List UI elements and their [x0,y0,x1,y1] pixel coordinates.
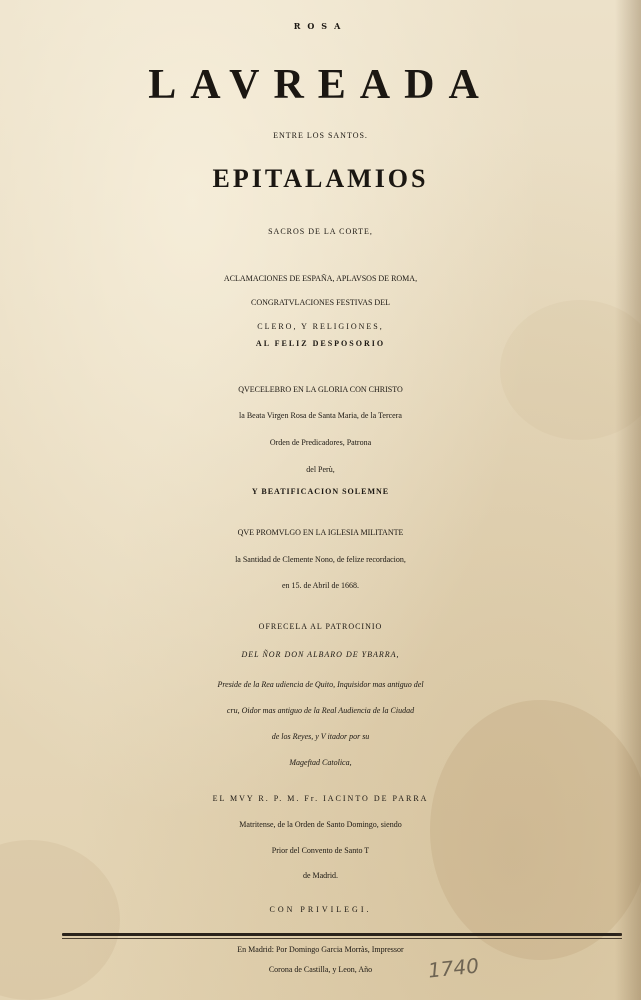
text-qvepromvlgo: QVE PROMVLGO EN LA IGLESIA MILITANTE [237,528,404,537]
text-orden: Orden de Predicadores, Patrona [269,438,372,447]
text-imprint: En Madrid: Por Domingo Garcia Morràs, Impressor [237,945,404,954]
text-matritense: Matritense, de la Orden de Santo Domingo, siendo [239,820,402,829]
text-aclamaciones: ACLAMACIONES DE ESPAÑA, APLAVSOS DE ROMA, [223,274,418,283]
heading-feliz-desposorio: AL FELIZ DESPOSORIO [255,339,386,348]
imprint-rule [62,933,622,936]
text-clero: CLERO, Y RELIGIONES, [257,322,384,331]
subtitle-sacros: SACROS DE LA CORTE, [268,227,373,236]
handwritten-date-note: 1740 [426,953,481,983]
subtitle-entre-los-santos: ENTRE LOS SANTOS. [273,131,368,140]
imprint-rule-thin [62,938,622,939]
heading-beatificacion: Y BEATIFICACION SOLEMNE [251,487,390,496]
text-fecha: en 15. de Abril de 1668. [281,581,360,590]
text-reyes: de los Reyes, y V itador por su [271,732,370,741]
text-prior: Prior del Convento de Santo T [271,846,370,855]
text-santidad: la Santidad de Clemente Nono, de felize recordacion, [235,555,406,564]
text-dedicatee: DEL ÑOR DON ALBARO DE YBARRA, [241,650,400,659]
title-word-laureada: LAVREADA [148,62,493,108]
text-beata-virgen: la Beata Virgen Rosa de Santa Maria, de la Tercera [239,411,402,420]
text-imprint-corona: Corona de Castilla, y Leon, Año [268,965,373,974]
paper-stain [0,840,120,1000]
text-preside: Preside de la Rea udiencia de Quito, Inquisidor mas antiguo del [217,680,424,689]
text-ofrecela: OFRECELA AL PATROCINIO [258,622,383,631]
text-madrid: de Madrid. [302,871,339,880]
text-magestad: Mageftad Catolica, [289,758,352,767]
text-peru: del Perù, [306,465,335,474]
title-word-rosa: ROSA [293,21,348,31]
title-word-epitalamios: EPITALAMIOS [212,164,429,193]
page-edge-shadow [615,0,641,1000]
text-congratulaciones: CONGRATVLACIONES FESTIVAS DEL [251,298,390,307]
text-qvecelebro: QVECELEBRO EN LA GLORIA CON CHRISTO [238,385,403,394]
text-author: EL MVY R. P. M. Fr. IACINTO DE PARRA [212,794,429,803]
text-privilegio: CON PRIVILEGI. [269,905,372,914]
text-oidor: cru, Oidor mas antiguo de la Real Audiencia de la Ciudad [226,706,415,715]
